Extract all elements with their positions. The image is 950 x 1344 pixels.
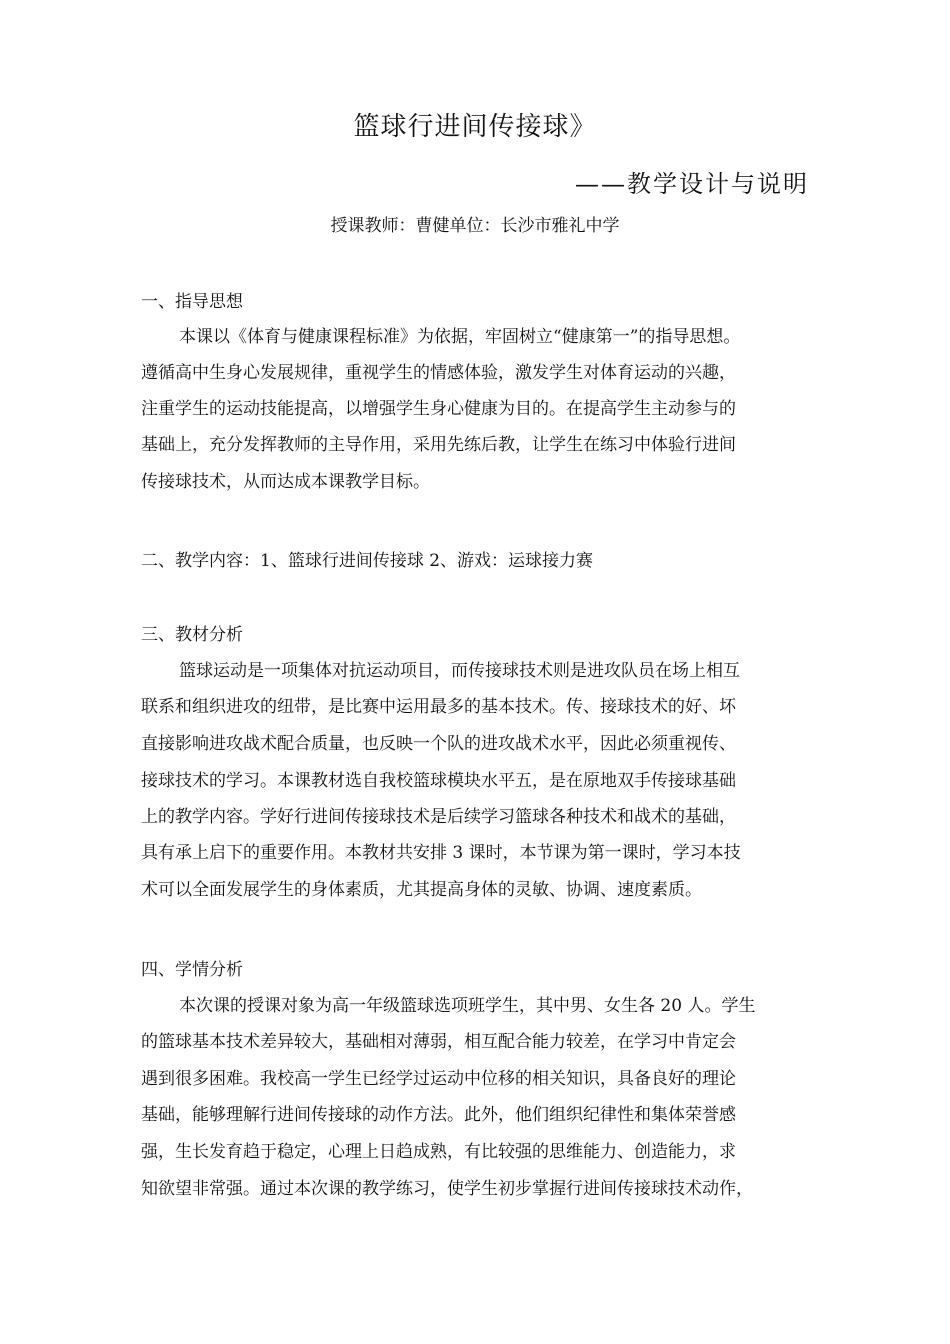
paragraph-line: 强，生长发育趋于稳定，心理上日趋成熟，有比较强的思维能力、创造能力，求 <box>141 1142 736 1162</box>
section-heading-student-analysis: 四、学情分析 <box>141 960 243 980</box>
teacher-info: 授课教师：曹健单位：长沙市雅礼中学 <box>330 216 620 236</box>
document-subtitle: ——教学设计与说明 <box>575 170 809 198</box>
paragraph-line: 本次课的授课对象为高一年级篮球选项班学生，其中男、女生各 20 人。学生 <box>179 996 756 1016</box>
section-heading-teaching-content: 二、教学内容：1、篮球行进间传接球 2、游戏：运球接力赛 <box>141 551 594 571</box>
section-heading-guiding-thought: 一、指导思想 <box>141 292 243 312</box>
paragraph-line: 篮球运动是一项集体对抗运动项目，而传接球技术则是进攻队员在场上相互 <box>179 661 740 681</box>
paragraph-line: 直接影响进攻战术配合质量，也反映一个队的进攻战术水平，因此必须重视传、 <box>141 734 736 754</box>
paragraph-line: 本课以《体育与健康课程标准》为依据，牢固树立“健康第一”的指导思想。 <box>179 327 741 347</box>
paragraph-line: 联系和组织进攻的纽带，是比赛中运用最多的基本技术。传、接球技术的好、坏 <box>141 697 736 717</box>
paragraph-line: 术可以全面发展学生的身体素质，尤其提高身体的灵敏、协调、速度素质。 <box>141 880 702 900</box>
paragraph-line: 基础，能够理解行进间传接球的动作方法。此外，他们组织纪律性和集体荣誉感 <box>141 1105 736 1125</box>
document-title: 篮球行进间传接球》 <box>353 112 597 142</box>
paragraph-line: 传接球技术，从而达成本课教学目标。 <box>141 472 430 492</box>
paragraph-line: 上的教学内容。学好行进间传接球技术是后续学习篮球各种技术和战术的基础， <box>141 807 736 827</box>
paragraph-line: 注重学生的运动技能提高，以增强学生身心健康为目的。在提高学生主动参与的 <box>141 399 736 419</box>
paragraph-line: 接球技术的学习。本课教材选自我校篮球模块水平五，是在原地双手传接球基础 <box>141 771 736 791</box>
paragraph-line: 遇到很多困难。我校高一学生已经学过运动中位移的相关知识，具备良好的理论 <box>141 1069 736 1089</box>
section-heading-material-analysis: 三、教材分析 <box>141 625 243 645</box>
paragraph-line: 的篮球基本技术差异较大，基础相对薄弱，相互配合能力较差，在学习中肯定会 <box>141 1032 736 1052</box>
paragraph-line: 基础上，充分发挥教师的主导作用，采用先练后教，让学生在练习中体验行进间 <box>141 435 736 455</box>
paragraph-line: 具有承上启下的重要作用。本教材共安排 3 课时，本节课为第一课时，学习本技 <box>141 843 741 863</box>
paragraph-line: 遵循高中生身心发展规律，重视学生的情感体验，激发学生对体育运动的兴趣， <box>141 363 736 383</box>
paragraph-line: 知欲望非常强。通过本次课的教学练习，使学生初步掌握行进间传接球技术动作， <box>141 1179 753 1199</box>
